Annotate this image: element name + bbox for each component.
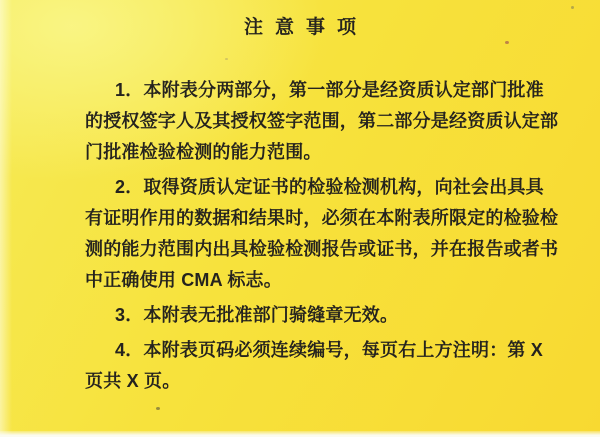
- notice-paragraph-3: [85, 300, 545, 331]
- scan-speck: [505, 41, 509, 44]
- notice-line: 1．本附表分两部分，第一部分是经资质认定部门批准: [115, 80, 544, 100]
- notice-line: 页共 X 页。: [85, 371, 181, 391]
- notice-paragraph-1: [85, 75, 559, 168]
- page-bottom-edge: [0, 431, 600, 437]
- notice-line: 3．本附表无批准部门骑缝章无效。: [115, 305, 399, 325]
- scan-speck: [156, 407, 160, 410]
- notice-line: 有证明作用的数据和结果时，必须在本附表所限定的检验检: [85, 208, 559, 228]
- notice-body: [85, 75, 559, 397]
- page-title: 注意事项: [243, 17, 368, 38]
- notice-paragraph-4: [85, 335, 545, 397]
- scan-speck: [571, 6, 574, 9]
- notice-line: 4．本附表页码必须连续编号，每页右上方注明：第 X: [115, 340, 544, 360]
- notice-line: 中正确使用 CMA 标志。: [85, 270, 282, 290]
- notice-line: 2．取得资质认定证书的检验检测机构，向社会出具具: [115, 177, 544, 197]
- notice-line: 门批准检验检测的能力范围。: [85, 142, 322, 162]
- notice-line: 的授权签字人及其授权签字范围，第二部分是经资质认定部: [85, 111, 559, 131]
- scan-speck: [225, 58, 228, 60]
- notice-paragraph-2: [85, 172, 559, 296]
- notice-line: 测的能力范围内出具检验检测报告或证书，并在报告或者书: [85, 239, 559, 259]
